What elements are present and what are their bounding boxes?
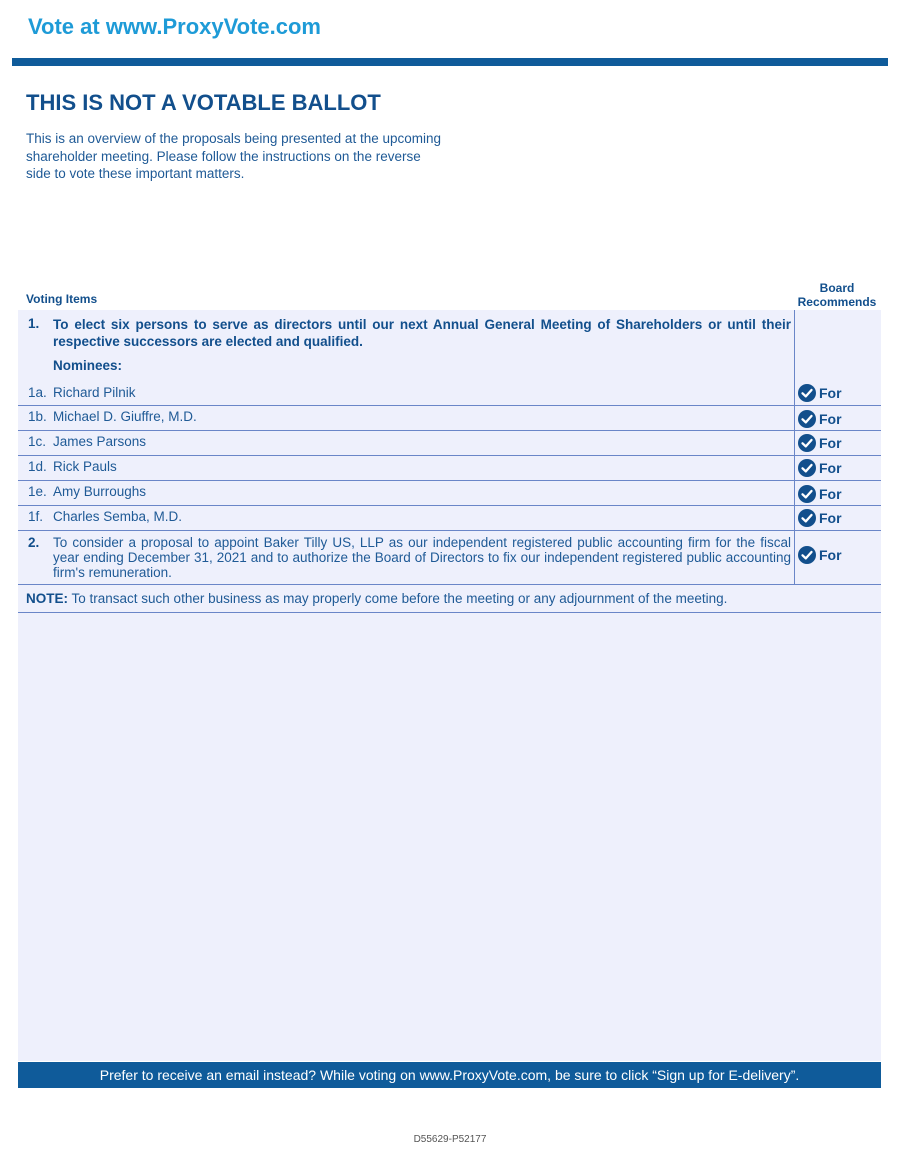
column-divider	[794, 406, 795, 430]
check-circle-icon	[798, 384, 816, 402]
column-divider	[794, 506, 795, 530]
check-circle-icon	[798, 434, 816, 452]
recommendation-1b	[798, 410, 842, 428]
nominee-row-1b	[18, 406, 881, 431]
for-label: For	[819, 435, 842, 451]
nominee-name: James Parsons	[53, 434, 147, 449]
nominee-row-1c	[18, 431, 881, 456]
nominee-name: Rick Pauls	[53, 459, 117, 474]
note-body: To transact such other business as may properly come before the meeting or any adjournment of the meeting.	[68, 591, 728, 606]
page-title: THIS IS NOT A VOTABLE BALLOT	[26, 90, 381, 115]
nominee-name: Amy Burroughs	[53, 484, 147, 499]
recommendation-1e	[798, 485, 842, 503]
nominee-number: 1f.	[28, 509, 44, 524]
nominee-number: 1a.	[28, 385, 47, 400]
check-circle-icon	[798, 459, 816, 477]
for-label: For	[819, 411, 842, 427]
note-label: NOTE:	[26, 591, 68, 606]
recommendation-2	[798, 546, 842, 564]
note-row	[18, 585, 881, 613]
nominee-row-1e	[18, 481, 881, 506]
proxyvote-link[interactable]: Vote at www.ProxyVote.com	[28, 14, 321, 39]
proposal-1-row	[18, 310, 881, 406]
for-label: For	[819, 547, 842, 563]
recommendation-1f	[798, 509, 842, 527]
proposal-2-number: 2.	[28, 535, 40, 550]
nominee-number: 1c.	[28, 434, 47, 449]
proposal-1-number: 1.	[28, 316, 40, 331]
recommendation-1c	[798, 434, 842, 452]
for-label: For	[819, 486, 842, 502]
note-text	[26, 591, 727, 606]
for-label: For	[819, 460, 842, 476]
proposal-2-text: To consider a proposal to appoint Baker Tilly US, LLP as our independent registered public accounting firm for the fiscal year ending December 31, 2021 and to authorize the Board of Directors to fix our independent registered public accounting firm's remuneration.	[53, 535, 791, 580]
intro-text: This is an overview of the proposals being presented at the upcoming shareholder meeting. Please follow the instructions on the reverse side to vote these important matters.	[26, 131, 441, 181]
nominee-name: Charles Semba, M.D.	[53, 509, 183, 524]
nominees-label: Nominees:	[53, 358, 123, 373]
document-code: D55629-P52177	[413, 1134, 487, 1145]
column-divider	[794, 310, 795, 405]
recommendation-1d	[798, 459, 842, 477]
column-divider	[794, 431, 795, 455]
column-divider	[794, 456, 795, 480]
nominee-number: 1b.	[28, 409, 47, 424]
board-recommends-header	[793, 281, 881, 309]
check-circle-icon	[798, 509, 816, 527]
for-label: For	[819, 385, 842, 401]
check-circle-icon	[798, 410, 816, 428]
proposal-2-row	[18, 531, 881, 585]
nominee-name: Michael D. Giuffre, M.D.	[53, 409, 197, 424]
nominee-number: 1e.	[28, 484, 47, 499]
nominee-row-1d	[18, 456, 881, 481]
board-recommends-line1: Board	[819, 281, 855, 295]
nominee-name: Richard Pilnik	[53, 385, 136, 400]
check-circle-icon	[798, 546, 816, 564]
column-divider	[794, 481, 795, 505]
recommendation-1a	[798, 384, 842, 402]
voting-items-header: Voting Items	[26, 292, 98, 306]
for-label: For	[819, 510, 842, 526]
proposal-1-text: To elect six persons to serve as directors until our next Annual General Meeting of Shareholders or until their respective successors are elected and qualified.	[53, 317, 791, 349]
edelivery-banner: Prefer to receive an email instead? While voting on www.ProxyVote.com, be sure to click “Sign up for E-delivery”.	[18, 1062, 881, 1088]
board-recommends-line2: Recommends	[797, 295, 877, 309]
nominee-row-1f	[18, 506, 881, 531]
check-circle-icon	[798, 485, 816, 503]
nominee-number: 1d.	[28, 459, 47, 474]
column-divider	[794, 531, 795, 584]
top-divider	[12, 58, 888, 66]
